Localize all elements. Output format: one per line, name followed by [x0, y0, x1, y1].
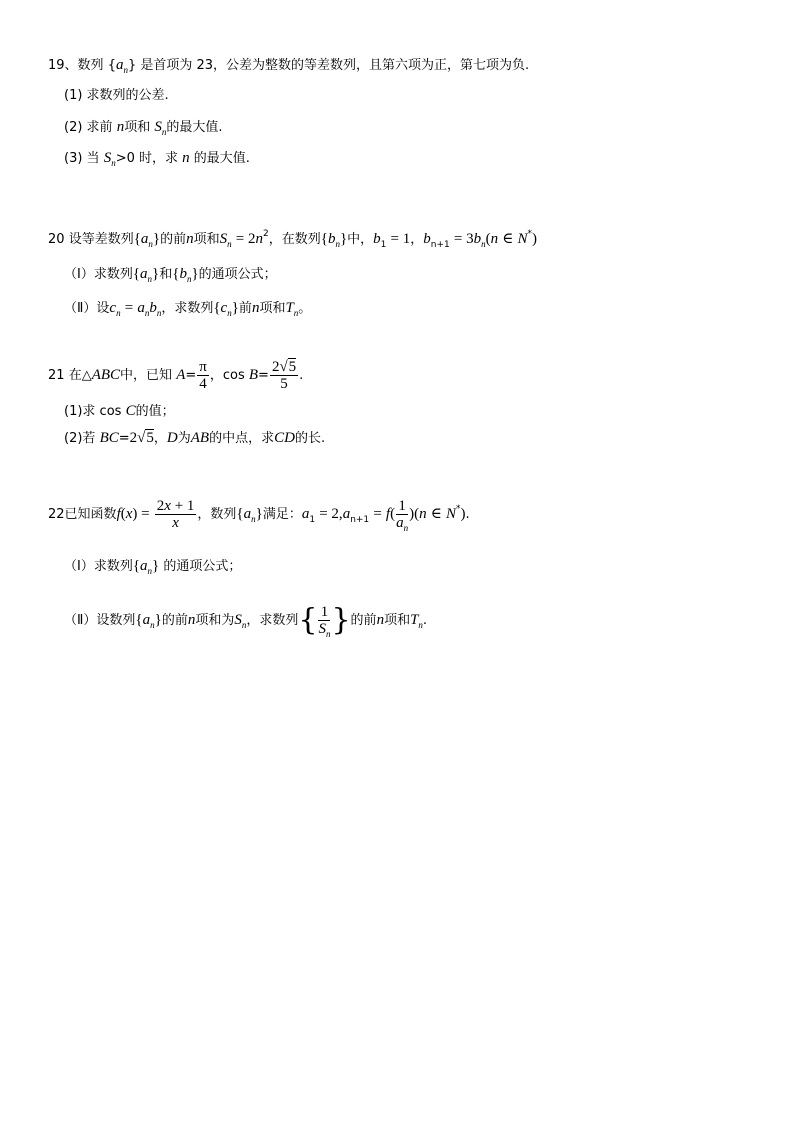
q19-part3: (3) 当 $S_n>0$ 时，求 n 的最大值. [64, 150, 250, 168]
q21-number: 21 [48, 368, 65, 383]
q21-stem: 21 在△ABC中，已知 A= $\frac{\pi}{4}$ ，cos B= $\frac{2√5}{5}$ . [48, 359, 304, 392]
q19-number: 19、 [48, 58, 78, 73]
q19-part1: (1) 求数列的公差. [64, 88, 169, 103]
q20-part2: （Ⅱ）设$c_n = a_nb_n$，求数列$\{c_n\}$前n项和$T_n$。 [64, 300, 312, 318]
q20-number: 20 [48, 232, 65, 247]
q19-part2: (2) 求前 n项和 $S_n$的最大值. [64, 119, 223, 137]
q22-number: 22 [48, 507, 65, 522]
q22-stem: 22已知函数f(x) = $\frac{2x + 1}{x}$ ，数列$\{a_n\}$满足：$a_1 = 2,a_{n+1} = f$( $\frac{1}{a_n}$ )(n ∈ N*). [48, 497, 470, 533]
q21-part1: (1)求 cos C的值； [64, 403, 175, 419]
q21-part2: (2)若 BC=2√5，D为AB的中点，求CD的长. [64, 430, 326, 446]
q22-part2: （Ⅱ）设数列$\{a_n\}$的前n项和为$S_n$，求数列{ $\frac{1}{S_n}$ }的前n项和$T_n$. [64, 602, 428, 639]
q19-stem: 19、数列 $\{a_n\}$ 是首项为 23，公差为整数的等差数列，且第六项为正，第七项为负. [48, 57, 530, 75]
q20-part1: （Ⅰ）求数列$\{a_n\}$和$\{b_n\}$的通项公式； [64, 266, 277, 284]
q20-stem: 20 设等差数列$\{a_n\}$的前n项和$S_n = 2n^2$，在数列$\{b_n\}$中，$b_1 = 1$，$b_{n+1} = 3b_n(n$ ∈ N*) [48, 229, 538, 250]
q22-part1: （Ⅰ）求数列$\{a_n\}$ 的通项公式； [64, 558, 242, 576]
